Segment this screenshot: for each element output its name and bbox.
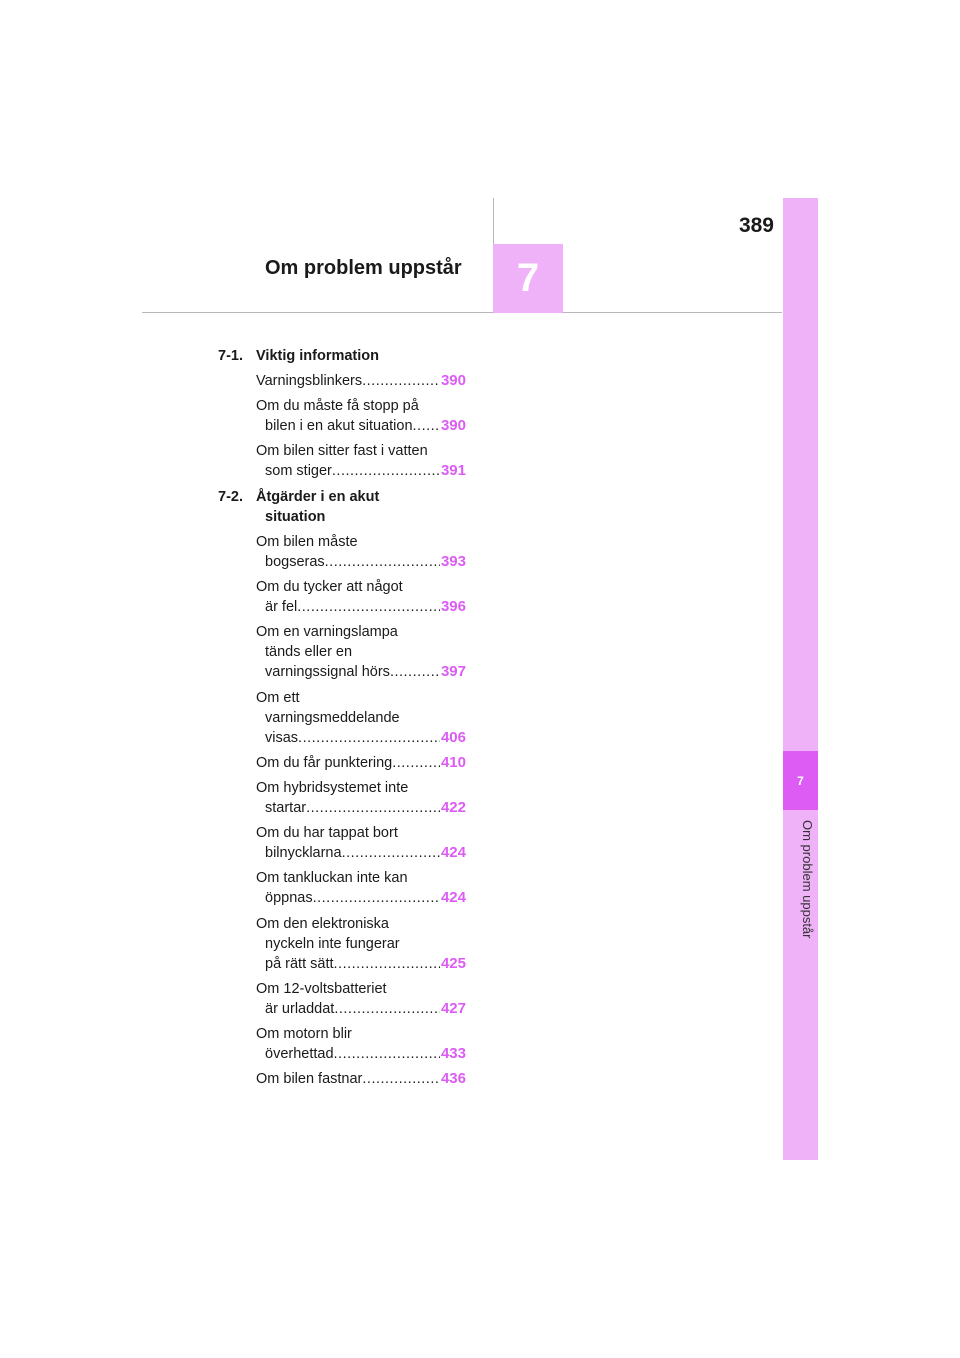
toc-entry[interactable] [256, 778, 466, 818]
toc-entry-text: Om tankluckan inte kan [256, 870, 408, 887]
toc-entry[interactable] [256, 688, 466, 748]
toc-dot-leader [390, 662, 440, 682]
toc-entry-text: Om 12-voltsbatteriet [256, 980, 387, 997]
toc-dot-leader [413, 416, 440, 436]
toc-section-title-line: situation [265, 508, 326, 525]
toc-page-link[interactable]: 427 [440, 999, 466, 1017]
toc-entry-text: som stiger [265, 463, 332, 480]
toc-page-link[interactable]: 397 [440, 663, 466, 681]
toc-page-link[interactable]: 393 [440, 552, 466, 570]
toc-entry-leader-row [256, 597, 466, 617]
toc-entry-text: Varningsblinkers [256, 373, 363, 390]
toc-dot-leader [362, 371, 440, 391]
toc-dot-leader [298, 728, 440, 748]
toc-entry-leader-row [256, 1044, 466, 1064]
toc-entry-leader-row [256, 371, 466, 391]
toc-entry[interactable] [256, 532, 466, 572]
toc-page-link[interactable]: 410 [440, 753, 466, 771]
toc-page-link[interactable]: 390 [440, 417, 466, 435]
toc-entry[interactable] [256, 979, 466, 1019]
toc-section-title-line: Viktig information [256, 348, 379, 364]
toc-entry-text: bilnycklarna [265, 845, 342, 862]
toc-page-link[interactable]: 396 [440, 598, 466, 615]
toc-dot-leader [362, 1069, 440, 1089]
toc-entry[interactable] [256, 823, 466, 863]
toc-dot-leader [392, 753, 440, 773]
toc-entry-leader-row [256, 728, 466, 748]
toc-entry-text: Om motorn blir [256, 1026, 352, 1042]
toc-entry-text: visas [265, 729, 299, 746]
toc-entry-leader-row [256, 954, 466, 974]
toc-entry-leader-row [256, 843, 466, 863]
toc-entry-text: varningssignal hörs [265, 664, 390, 681]
toc-entry[interactable] [256, 577, 466, 617]
toc-entry-text: nyckeln inte fungerar [265, 935, 400, 952]
toc-entry-text: är fel [265, 599, 298, 615]
side-tab-chapter-number[interactable]: 7 [783, 751, 818, 810]
toc-section-number: 7-1. [218, 348, 243, 364]
toc-page-link[interactable]: 433 [440, 1045, 466, 1062]
toc-entry[interactable] [256, 396, 466, 436]
toc-entry-text: Om bilen sitter fast i vatten [256, 443, 428, 460]
side-tab-label: Om problem uppstår [800, 820, 815, 939]
toc-section-number: 7-2. [218, 488, 243, 505]
toc-entry-leader-row [256, 753, 466, 773]
toc-dot-leader [334, 954, 440, 974]
toc-entry[interactable] [256, 441, 466, 481]
toc-entry-text: Om du måste få stopp på [256, 398, 419, 415]
toc-page-link[interactable]: 424 [440, 889, 466, 907]
toc-entry-leader-row [256, 552, 466, 572]
toc-entry[interactable] [256, 753, 466, 773]
toc-entry-text: överhettad [265, 1046, 334, 1062]
toc-dot-leader [306, 798, 440, 818]
toc-dot-leader [332, 461, 440, 481]
toc-page-link[interactable]: 424 [440, 844, 466, 862]
chapter-title: Om problem uppstår [265, 257, 462, 279]
toc-entry-text: Om du har tappat bort [256, 825, 398, 842]
toc-entry-text: Om ett [256, 689, 300, 706]
toc-page-link[interactable]: 406 [440, 728, 466, 746]
toc-dot-leader [313, 888, 440, 908]
toc-entry[interactable] [256, 868, 466, 908]
header-divider-vertical [493, 198, 494, 244]
toc-dot-leader [297, 597, 440, 617]
toc-page-link[interactable]: 391 [440, 462, 466, 480]
toc-entry[interactable] [256, 1069, 466, 1089]
toc-entry-leader-row [256, 461, 466, 481]
header-divider [142, 312, 782, 313]
toc-dot-leader [325, 552, 440, 572]
toc-page-link[interactable]: 436 [440, 1070, 466, 1088]
toc-entry-leader-row [256, 999, 466, 1019]
toc-entry-text: varningsmeddelande [265, 709, 400, 726]
toc-section-title [256, 346, 446, 366]
toc-entry[interactable] [256, 371, 466, 391]
toc-dot-leader [334, 1044, 440, 1064]
toc-entry-text: Om bilen måste [256, 533, 358, 550]
toc-entry-text: på rätt sätt [265, 955, 334, 972]
toc-entry-leader-row [256, 888, 466, 908]
chapter-number-box: 7 [493, 244, 563, 313]
toc-page-link[interactable]: 422 [440, 798, 466, 816]
toc-section-title [256, 487, 446, 527]
toc-entry-text: Om bilen fastnar [256, 1071, 363, 1088]
toc-dot-leader [342, 843, 440, 863]
toc-entry-text: tänds eller en [265, 644, 353, 661]
toc-entry-text: öppnas [265, 890, 313, 907]
toc-entry-leader-row [256, 416, 466, 436]
toc-page-link[interactable]: 425 [440, 954, 466, 972]
toc-entry-text: är urladdat [265, 1000, 335, 1017]
toc-section-title-line: Åtgärder i en akut [256, 488, 380, 505]
toc-entry-text: bogseras [265, 553, 325, 570]
toc-entry[interactable] [256, 622, 466, 682]
side-tab [783, 198, 818, 1160]
toc-page-link[interactable]: 390 [440, 372, 466, 390]
toc-entry-text: startar [265, 799, 307, 816]
toc-entry-leader-row [256, 662, 466, 682]
page-number: 389 [738, 214, 774, 237]
toc-entry-text: Om du får punktering [256, 754, 393, 771]
toc-entry-text: Om du tycker att något [256, 579, 403, 595]
toc-entry-text: bilen i en akut situation [265, 418, 413, 435]
toc-entry-text: Om en varningslampa [256, 624, 398, 641]
toc-entry[interactable] [256, 1024, 466, 1064]
toc-entry[interactable] [256, 914, 466, 974]
toc-dot-leader [334, 999, 440, 1019]
toc-entry-leader-row [256, 1069, 466, 1089]
toc-entry-text: Om hybridsystemet inte [256, 779, 409, 796]
toc-entry-text: Om den elektroniska [256, 915, 389, 932]
toc-entry-leader-row [256, 798, 466, 818]
